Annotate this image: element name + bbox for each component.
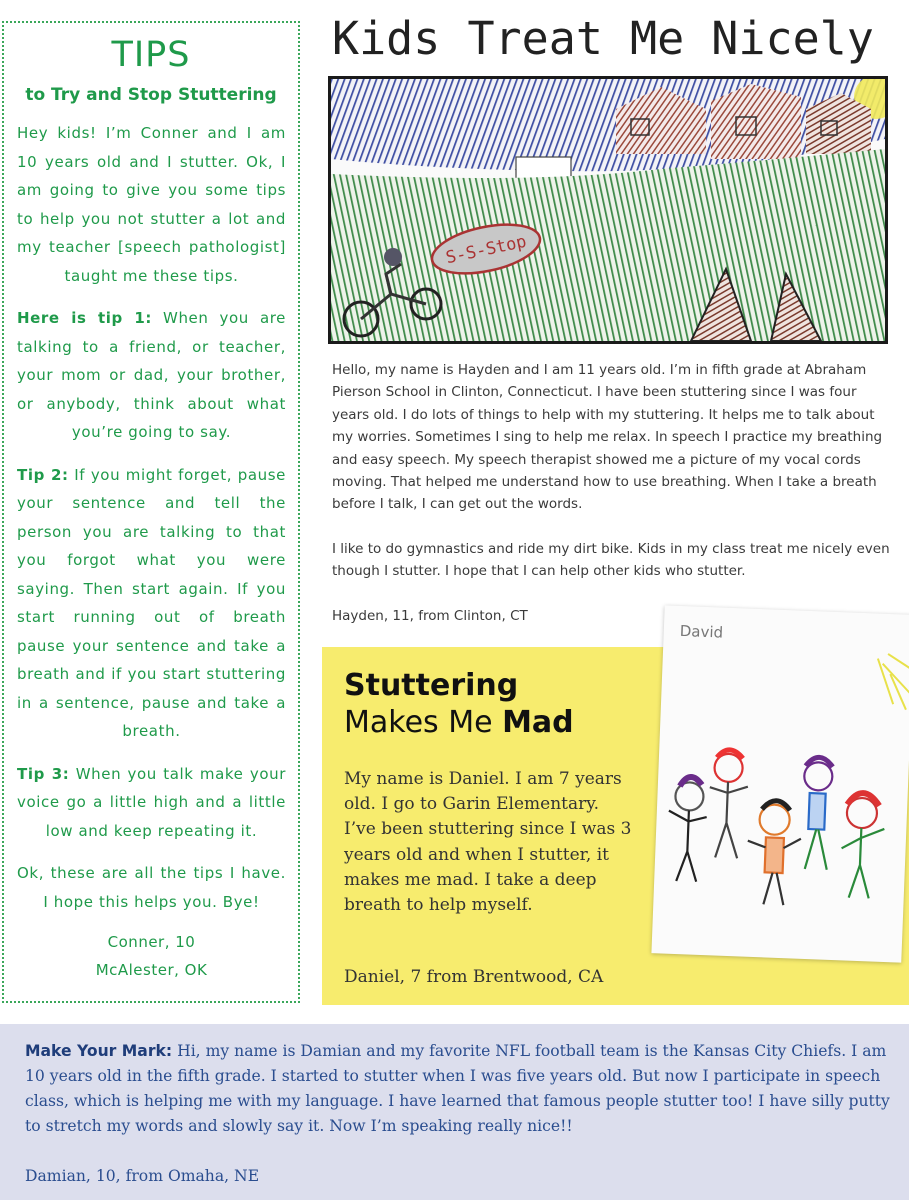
- damian-signature: Damian, 10, from Omaha, NE: [25, 1167, 260, 1185]
- daniel-title: [344, 667, 574, 741]
- tips-sig-name: Conner, 10: [107, 933, 196, 951]
- daniel-title-line1: Stuttering: [344, 668, 519, 703]
- daniel-body: My name is Daniel. I am 7 years old. I go to Garin Elementary. I’ve been stuttering since I was 3 years old and when I stutter, it makes me mad. I take a deep breath to help myself.: [344, 769, 632, 916]
- damian-story: [25, 1039, 903, 1139]
- tip-1-text: When you are talking to a friend, or teacher, your mom or dad, your brother, or anybody, think about what you’re going to say.: [17, 309, 287, 441]
- damian-band: [0, 1024, 909, 1200]
- tip-3-text: When you talk make your voice go a little high and a little low and keep repeating it.: [17, 764, 286, 840]
- tip-2-text: If you might forget, pause your sentence and tell the person you are talking to that you forgot what you were saying. Then start again. If you start running out of breath pause your sentence and take a breath and if you start stuttering in a sentence, pause and take a breath.: [17, 465, 286, 740]
- stop-sign-text: S-S-Stop: [444, 231, 529, 269]
- tip-1: [17, 304, 286, 447]
- daniel-drawing: [651, 605, 909, 962]
- sun-rays-shape: [876, 654, 909, 710]
- hayden-drawing-art: [331, 79, 885, 341]
- tip-2-label: Tip 2:: [17, 465, 69, 484]
- kid-figures-shape: [665, 748, 887, 909]
- drawing-name-label: David: [679, 621, 724, 642]
- hayden-story: [332, 359, 890, 649]
- hayden-paragraph-2: I like to do gymnastics and ride my dirt bike. Kids in my class treat me nicely even though I stutter. I hope that I can help other kids who stutter.: [332, 540, 890, 580]
- tips-outro: Ok, these are all the tips I have. I hope this helps you. Bye!: [17, 864, 286, 911]
- daniel-signature: Daniel, 7 from Brentwood, CA: [344, 967, 604, 987]
- tips-intro: Hey kids! I’m Conner and I am 10 years old and I stutter. Ok, I am going to give you some tips to help you not stutter a lot and my teacher [speech pathologist] taught me these tips.: [17, 124, 286, 285]
- tip-3-label: Tip 3:: [17, 764, 70, 783]
- tip-2: [17, 461, 286, 746]
- tips-signature: [17, 928, 286, 984]
- damian-body: Hi, my name is Damian and my favorite NFL football team is the Kansas City Chiefs. I am 10 years old in the fifth grade. I started to stutter when I was five years old. But now I participate in speech class, which is helping me with my language. I have learned that famous people stutter too! I have silly putty to stretch my words and slowly say it. Now I’m speaking really nice!!: [25, 1042, 890, 1135]
- hayden-drawing: [328, 76, 888, 344]
- page-headline: Kids Treat Me Nicely: [332, 12, 874, 65]
- daniel-title-line2-pre: Makes Me: [344, 705, 503, 740]
- daniel-title-line2-bold: Mad: [502, 705, 574, 740]
- tips-sidebar: [2, 21, 300, 1003]
- hayden-paragraph-1: Hello, my name is Hayden and I am 11 years old. I’m in fifth grade at Abraham Pierson School in Clinton, Connecticut. I have been stuttering since I was four years old. I do lots of things to help with my stuttering. It helps me to talk about my worries. Sometimes I sing to help me relax. In speech I practice my breathing and easy speech. My speech therapist showed me a picture of my vocal cords moving. That helped me understand how to use breathing. When I take a breath before I talk, I can get out the words.: [332, 362, 883, 513]
- damian-label: Make Your Mark:: [25, 1042, 173, 1060]
- tip-3: [17, 760, 286, 846]
- tip-1-label: Here is tip 1:: [17, 309, 152, 327]
- tips-sig-place: McAlester, OK: [95, 961, 208, 979]
- hayden-signature: Hayden, 11, from Clinton, CT: [332, 607, 528, 624]
- daniel-title-line2: [344, 705, 574, 740]
- daniel-drawing-art: [651, 605, 909, 962]
- tips-subtitle: to Try and Stop Stuttering: [25, 85, 277, 105]
- tips-title: TIPS: [111, 35, 191, 75]
